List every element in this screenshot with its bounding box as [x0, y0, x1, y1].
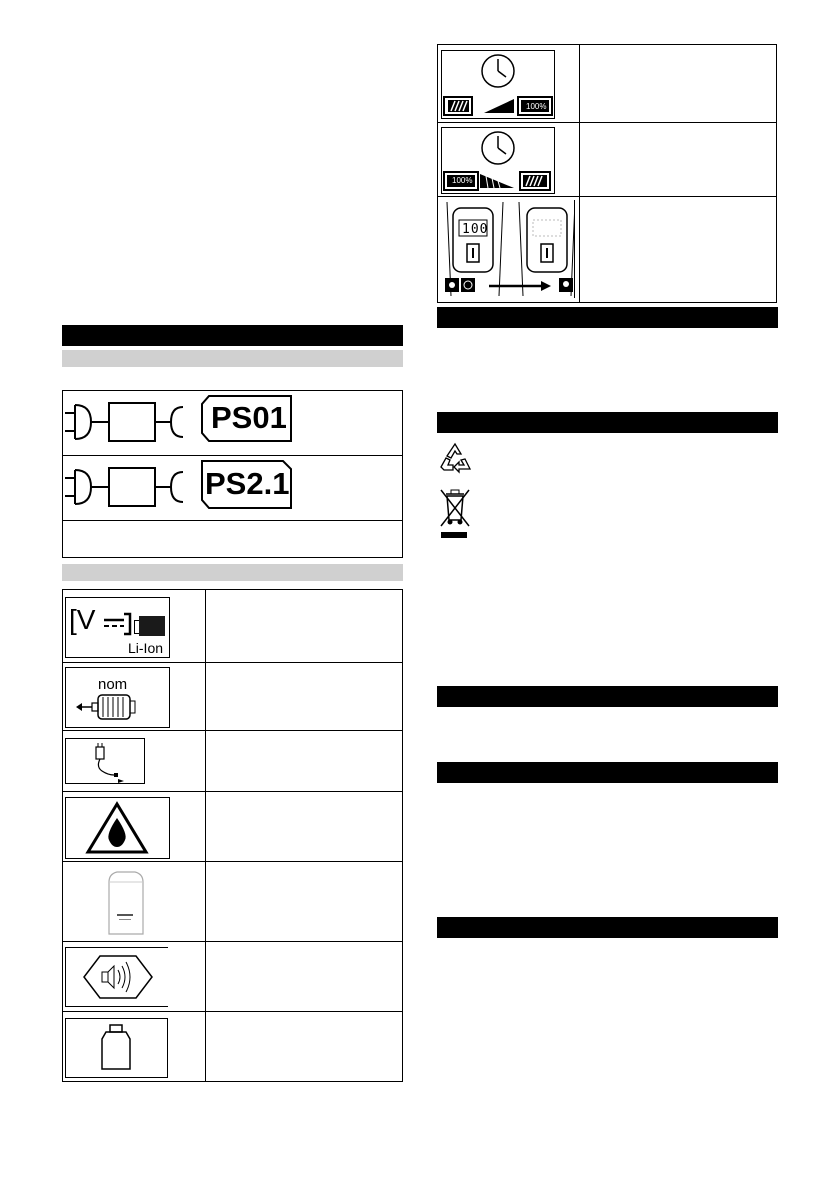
- subsection-header-bar: [62, 350, 403, 367]
- warning-fluid-icon: [65, 797, 170, 859]
- section-header-bar: [437, 762, 778, 783]
- voltage-symbol: [V: [69, 604, 96, 635]
- weight-icon: [65, 1018, 168, 1078]
- subsection-header-bar: [62, 564, 403, 581]
- section-header-bar: [437, 917, 778, 938]
- charger-compatibility-table: [62, 390, 403, 558]
- charge-maintenance-icon: [441, 127, 555, 194]
- battery-voltage-icon: [65, 597, 170, 658]
- plug-charger-diagram: [65, 462, 195, 514]
- battery-display-icon: [441, 200, 575, 298]
- battery-type-label: Li-Ion: [128, 640, 164, 656]
- section-header-bar: [437, 412, 778, 433]
- section-header-bar: [437, 307, 778, 328]
- symbol-table: [62, 589, 403, 1082]
- recycle-icon: [438, 441, 472, 475]
- nominal-speed-label: nom: [98, 676, 128, 693]
- plug-charger-diagram: [65, 397, 195, 449]
- sound-level-icon: [65, 947, 168, 1007]
- section-header-bar: [437, 686, 778, 707]
- full-charge-label: 100%: [452, 176, 473, 185]
- crossed-bin-icon: [438, 486, 472, 542]
- full-charge-label: 100%: [526, 102, 547, 111]
- section-header-bar: [62, 325, 403, 346]
- charger-icon: [65, 738, 145, 784]
- display-value: 100: [462, 222, 489, 237]
- charging-progress-icon: [441, 50, 555, 119]
- charging-status-table: [437, 44, 777, 303]
- motor-speed-icon: [65, 667, 170, 728]
- ps01-label: PS01: [211, 400, 287, 435]
- ps21-label: PS2.1: [205, 466, 290, 501]
- battery-pack-icon: [101, 868, 151, 938]
